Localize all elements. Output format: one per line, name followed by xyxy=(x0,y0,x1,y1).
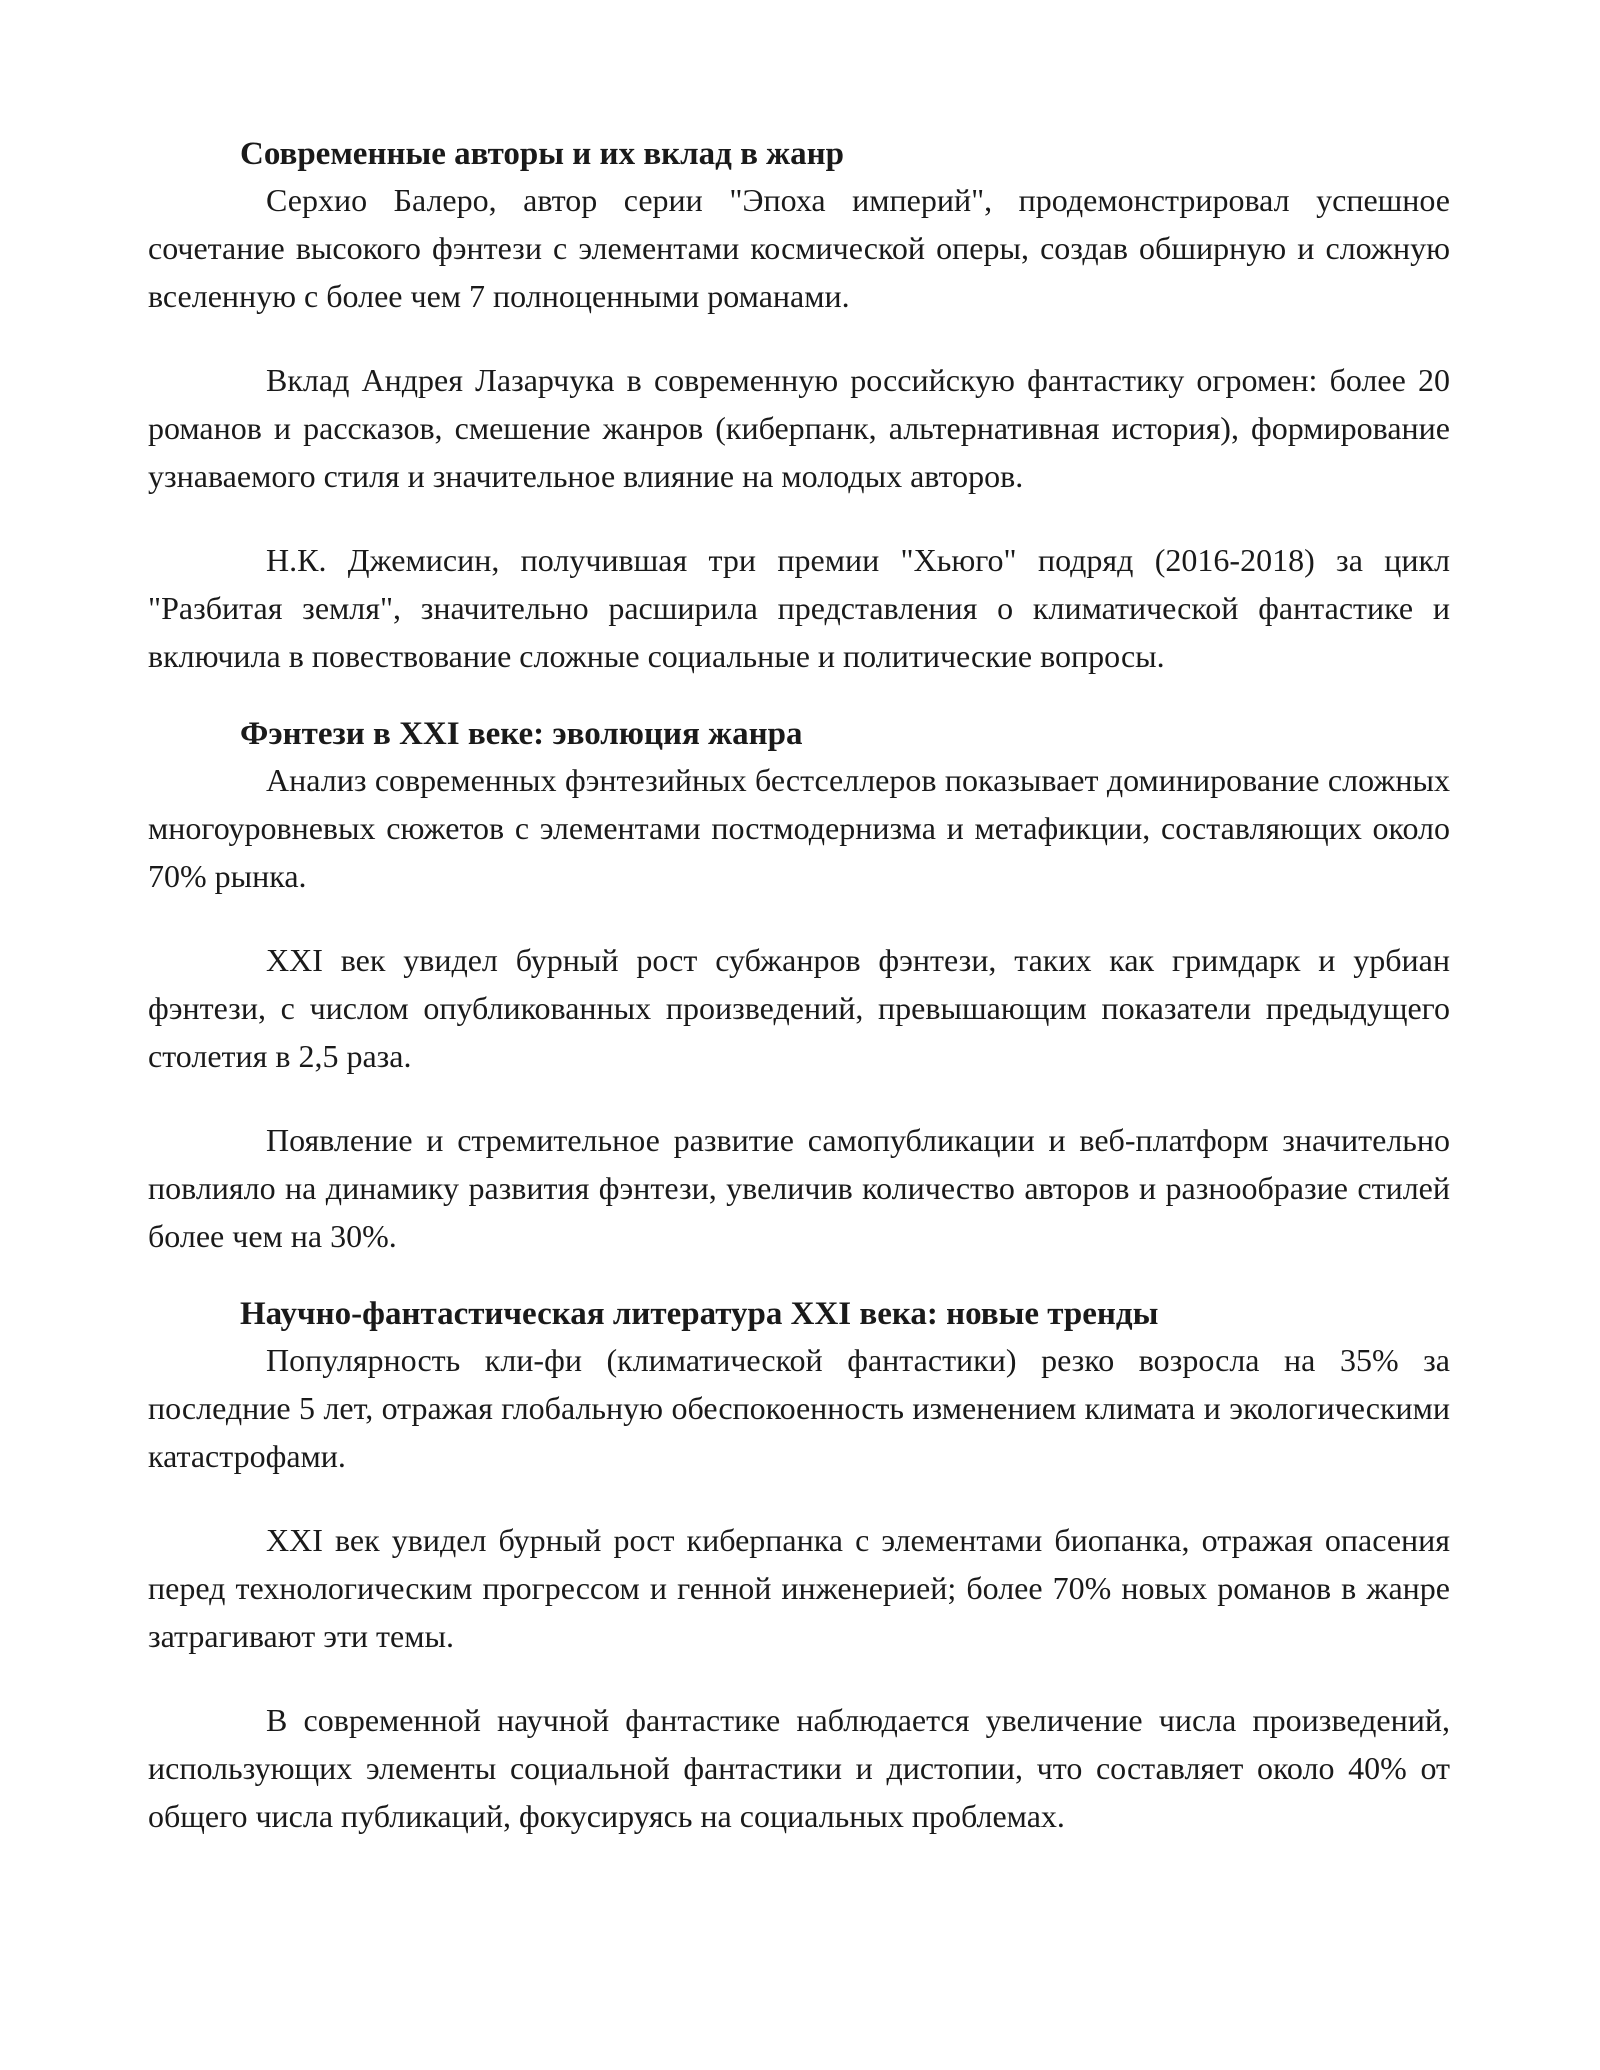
paragraph-gap xyxy=(148,1660,1450,1696)
paragraph-social-fiction: В современной научной фантастике наблюдается увеличение числа произведений, использующих элементы социальной фантастики и дистопии, что составляет около 40% от общего числа публикаций, фокусируясь на социальных проблемах. xyxy=(148,1702,1450,1834)
paragraph-cli-fi: Популярность кли-фи (климатической фантастики) резко возросла на 35% за последние 5 лет, отражая глобальную обеспокоенность изменением климата и экологическими катастрофами. xyxy=(148,1342,1450,1474)
paragraph-fantasy-subgenres: XXI век увидел бурный рост субжанров фэнтези, таких как гримдарк и урбиан фэнтези, с числом опубликованных произведений, превышающим показатели предыдущего столетия в 2,5 раза. xyxy=(148,942,1450,1074)
section-heading-scifi-trends: Научно-фантастическая литература XXI века: новые тренды xyxy=(240,1296,1159,1332)
document-body xyxy=(148,132,1450,1840)
paragraph-jemisin: Н.К. Джемисин, получившая три премии "Хьюго" подряд (2016-2018) за цикл "Разбитая земля", значительно расширила представления о климатической фантастике и включила в повествование сложные социальные и политические вопросы. xyxy=(148,542,1450,674)
paragraph-balero: Серхио Балеро, автор серии "Эпоха империй", продемонстрировал успешное сочетание высокого фэнтези с элементами космической оперы, создав обширную и сложную вселенную с более чем 7 полноценными романами. xyxy=(148,182,1450,314)
paragraph-self-publishing: Появление и стремительное развитие самопубликации и веб-платформ значительно повлияло на динамику развития фэнтези, увеличив количество авторов и разнообразие стилей более чем на 30%. xyxy=(148,1122,1450,1254)
paragraph-fantasy-bestsellers: Анализ современных фэнтезийных бестселлеров показывает доминирование сложных многоуровневых сюжетов с элементами постмодернизма и метафикции, составляющих около 70% рынка. xyxy=(148,762,1450,894)
paragraph-cyberpunk: XXI век увидел бурный рост киберпанка с элементами биопанка, отражая опасения перед технологическим прогрессом и генной инженерией; более 70% новых романов в жанре затрагивают эти темы. xyxy=(148,1522,1450,1654)
paragraph-lazarchuk: Вклад Андрея Лазарчука в современную российскую фантастику огромен: более 20 романов и рассказов, смешение жанров (киберпанк, альтернативная история), формирование узнаваемого стиля и значительное влияние на молодых авторов. xyxy=(148,362,1450,494)
paragraph-gap xyxy=(148,1480,1450,1516)
section-gap xyxy=(148,1260,1450,1292)
section-heading-modern-authors: Современные авторы и их вклад в жанр xyxy=(240,136,844,172)
paragraph-gap xyxy=(148,320,1450,356)
paragraph-gap xyxy=(148,1080,1450,1116)
section-heading-fantasy-21st-century: Фэнтези в XXI веке: эволюция жанра xyxy=(240,716,803,752)
paragraph-gap xyxy=(148,500,1450,536)
section-gap xyxy=(148,680,1450,712)
paragraph-gap xyxy=(148,900,1450,936)
